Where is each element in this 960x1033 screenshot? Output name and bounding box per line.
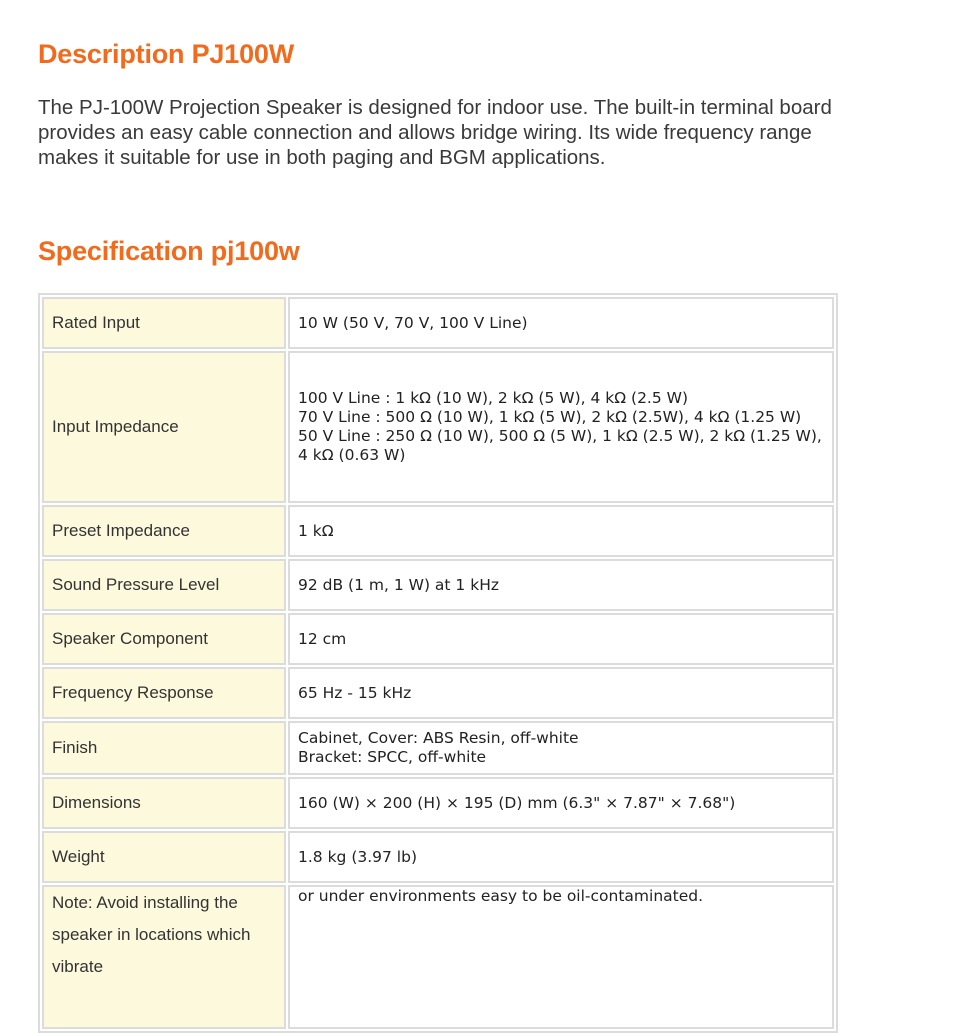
table-row [42,559,834,611]
value-line: 10 W (50 V, 70 V, 100 V Line) [298,313,528,332]
spec-value-sound-pressure-level [288,559,834,611]
spec-label-frequency-response: Frequency Response [42,667,286,719]
table-row [42,351,834,503]
value-line: or under environments easy to be oil-contaminated. [298,887,704,905]
spec-value-input-impedance [288,351,834,503]
table-row [42,831,834,883]
spec-label-input-impedance: Input Impedance [42,351,286,503]
value-line: 92 dB (1 m, 1 W) at 1 kHz [298,575,499,594]
spec-value-speaker-component [288,613,834,665]
specification-table [38,293,838,1033]
value-line: 100 V Line : 1 kΩ (10 W), 2 kΩ (5 W), 4 kΩ (2.5 W) [298,389,689,407]
spec-label-speaker-component: Speaker Component [42,613,286,665]
spec-value-dimensions [288,777,834,829]
spec-value-frequency-response [288,667,834,719]
spec-value-rated-input [288,297,834,349]
value-line: 70 V Line : 500 Ω (10 W), 1 kΩ (5 W), 2 kΩ (2.5W), 4 kΩ (1.25 W) [298,408,802,426]
value-line: 65 Hz - 15 kHz [298,683,412,702]
spec-label-finish: Finish [42,721,286,775]
table-row [42,777,834,829]
spec-label-weight: Weight [42,831,286,883]
description-heading: Description PJ100W [38,39,294,69]
table-row [42,667,834,719]
table-row [42,613,834,665]
spec-value-finish [288,721,834,775]
value-line: Cabinet, Cover: ABS Resin, off-white [298,729,579,747]
value-line: 1.8 kg (3.97 lb) [298,847,417,866]
spec-value-weight [288,831,834,883]
value-line: 12 cm [298,629,347,648]
specification-heading: Specification pj100w [38,236,300,266]
spec-label-dimensions: Dimensions [42,777,286,829]
value-line: 160 (W) × 200 (H) × 195 (D) mm (6.3" × 7.87" × 7.68") [298,793,736,812]
spec-value-note [288,885,834,1029]
spec-value-preset-impedance [288,505,834,557]
spec-label-preset-impedance: Preset Impedance [42,505,286,557]
table-row [42,885,834,1029]
table-row [42,721,834,775]
description-text: The PJ-100W Projection Speaker is designed for indoor use. The built-in terminal board provides an easy cable connection and allows bridge wiring. Its wide frequency range makes it suitable for use in both paging and BGM applications. [38,96,832,169]
table-row [42,297,834,349]
spec-label-note: Note: Avoid installing the speaker in locations which vibrate [42,885,286,1029]
value-line: 50 V Line : 250 Ω (10 W), 500 Ω (5 W), 1 kΩ (2.5 W), 2 kΩ (1.25 W), [298,427,822,445]
value-line: 4 kΩ (0.63 W) [298,446,406,464]
spec-label-sound-pressure-level: Sound Pressure Level [42,559,286,611]
value-line: Bracket: SPCC, off-white [298,748,487,766]
table-row [42,505,834,557]
spec-label-rated-input: Rated Input [42,297,286,349]
value-line: 1 kΩ [298,521,334,540]
